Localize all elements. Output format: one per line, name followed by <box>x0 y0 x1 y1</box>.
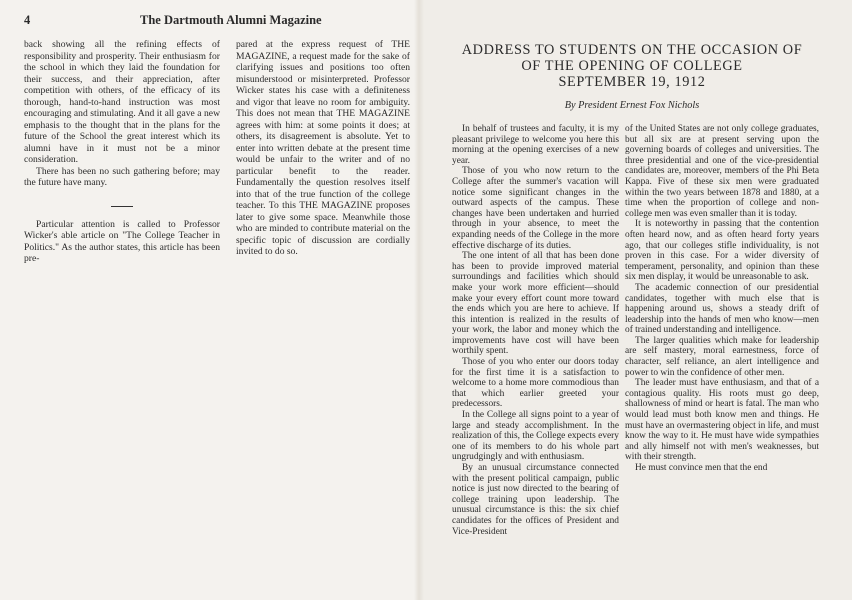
paragraph: He must convince men that the end <box>635 463 768 473</box>
page-gutter <box>414 0 424 600</box>
article-column-1 <box>452 124 619 537</box>
paragraph: back showing all the refining effects of responsibility and prosperity. Their enthusiasm for the school in which they laid the foundation for their success, and their appreciation, after competition with others, of the efficacy of its thorough, hand-to-hand instruction was most encouraging and stimulating. And it all gave a new emphasis to the thought that in the plans for the future of the School the great interest which its alumni have in it must not be a minor consideration. <box>24 39 220 165</box>
section-divider <box>111 206 133 207</box>
paragraph: There has been no such gathering before; may the future have many. <box>24 165 220 188</box>
article-column-2 <box>625 124 819 474</box>
article-title-line: OF THE OPENING OF COLLEGE <box>521 58 743 74</box>
article-title-line: ADDRESS TO STUDENTS ON THE OCCASION OF <box>461 42 803 58</box>
editorial-column-1 <box>24 39 220 265</box>
article-title <box>440 42 824 90</box>
editorial-column-2 <box>236 39 410 258</box>
paragraph: The one intent of all that has been done has been to provide improved material surroundings and facilities which should make your work more efficient—should make your every effort count more toward the ends which you are here to achieve. If this intention is realized in the results of your work, the labor and money which the improvements have cost will have been worthily spent. <box>452 251 619 357</box>
paragraph: Particular attention is called to Professor Wicker's able article on "The College Teacher in Politics." As the author states, this article has been pre- <box>24 218 220 264</box>
page-number: 4 <box>24 13 31 27</box>
paragraph: of the United States are not only college graduates, but all six are at present serving upon the governing boards of colleges and universities. The three presidential and one of the vice-presidential candidates are, moreover, members of the Phi Beta Kappa. Five of these six men were graduated within the two years between 1878 and 1880, at a time when the proportion of college and non-college men was even smaller than it is today. <box>625 124 819 219</box>
article-byline: By President Ernest Fox Nichols <box>564 100 700 111</box>
magazine-title: The Dartmouth Alumni Magazine <box>140 13 322 27</box>
paragraph: By an unusual circumstance connected with the present political campaign, public notice is just now directed to the bearing of college training upon leadership. The unusual circumstance is this: the six chief candidates for the offices of President and Vice-President <box>452 463 619 537</box>
paragraph: The leader must have enthusiasm, and that of a contagious quality. His roots must go deep, shallowness of mind or heart is fatal. The man who would lead must both know men and things. He must have an overmastering object in life, and must know the way to it. He must have wide sympathies and ally himself not with men's weaknesses, but with their strength. <box>625 378 819 463</box>
paragraph: pared at the express request of THE MAGAZINE, a request made for the sake of clarifying issues and positions too often misunderstood or misinterpreted. Professor Wicker states his case with a definiteness and vigor that leave no room for ambiguity. This does not mean that THE MAGAZINE agrees with him: at some points it does; at others, its disagreement is absolute. Yet to enter into written debate at the present time would be unfair to the writer and of no particular benefit to the reader. Fundamentally the question resolves itself into that of the true function of the college teacher. To this THE MAGAZINE proposes later to give some space. Meanwhile those who are minded to contribute material on the specific topic of discussion are cordially invited to do so. <box>236 39 410 257</box>
paragraph: The academic connection of our presidential candidates, together with much else that is happening around us, shows a steady drift of leadership into the hands of men who know—men of trained understanding and intelligence. <box>625 282 819 336</box>
paragraph: Those of you who now return to the College after the summer's vacation will notice some significant changes in the outward aspects of the campus. These changes have been undertaken and hurried through in your absence, to meet the expanding needs of the College in the more effective discharge of its duties. <box>452 166 619 251</box>
paragraph: In the College all signs point to a year of large and steady accomplishment. In the realization of this, the College expects every one of its members to do his whole part ungrudgingly and with enthusiasm. <box>452 410 619 463</box>
article-title-line: SEPTEMBER 19, 1912 <box>558 74 706 90</box>
paragraph: The larger qualities which make for leadership are self mastery, moral earnestness, force of character, self reliance, an alert intelligence and power to win the confidence of other men. <box>625 335 819 378</box>
paragraph: Those of you who enter our doors today for the first time it is a satisfaction to welcome to a home more commodious than that which earlier greeted your predecessors. <box>452 357 619 410</box>
paragraph: It is noteworthy in passing that the contention often heard now, and as often heard forty years ago, that our colleges stifle individuality, is not proven in this case. For a wider diversity of temperament, personality, and opinion than these six men display, it would be unreasonable to ask. <box>625 219 819 283</box>
paragraph: In behalf of trustees and faculty, it is my pleasant privilege to welcome you here this morning at the opening exercises of a new year. <box>452 124 619 166</box>
